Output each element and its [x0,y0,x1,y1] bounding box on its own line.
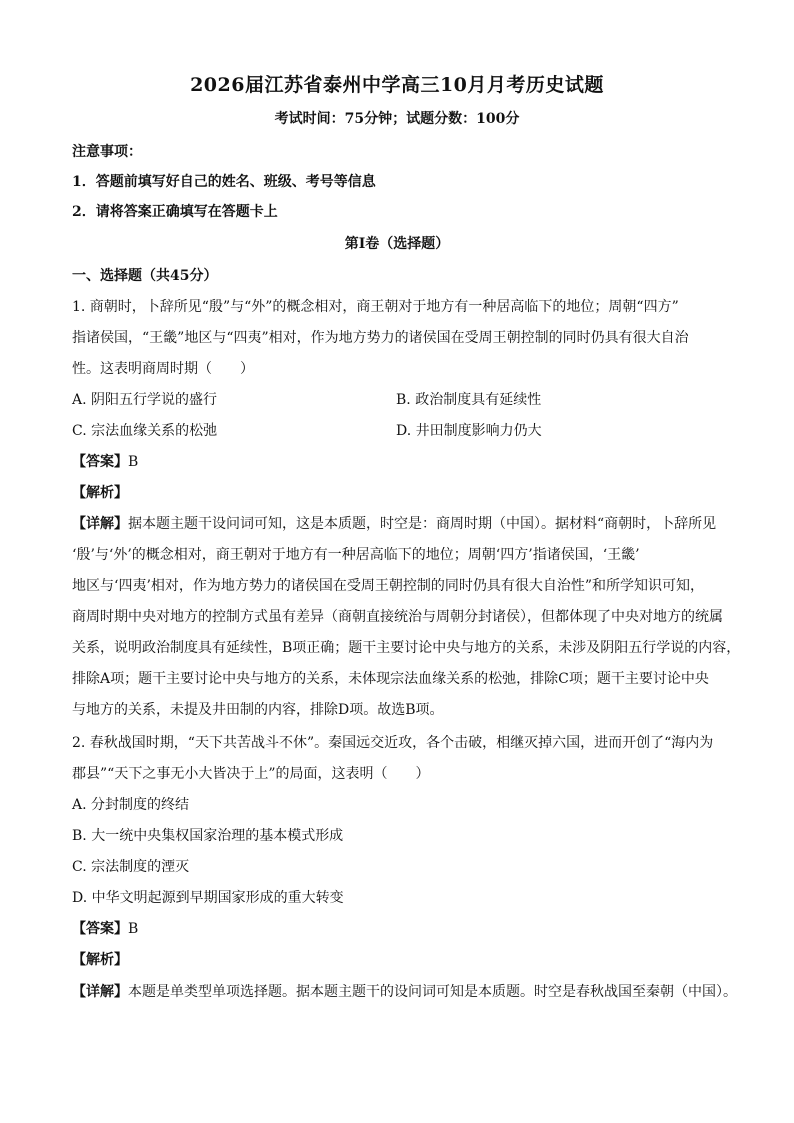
q1-option-a: A. 阴阳五行学说的盛行 [72,392,218,408]
q1-stem-line-3: 性。这表明商周时期（ ） [72,361,254,377]
exam-title: 2026届江苏省泰州中学高三10月月考历史试题 [190,74,604,96]
q2-option-a: A. 分封制度的终结 [72,797,190,813]
q2-answer-tag: 【答案】 [72,921,128,937]
exam-subtitle: 考试时间：75分钟；试题分数：100分 [274,111,520,127]
q1-option-c: C. 宗法血缘关系的松弛 [72,423,218,439]
q2-stem-line-2: 郡县”“天下之事无小大皆决于上”的局面，这表明（ ） [72,766,430,782]
q1-detail-line-7: 与地方的关系，未提及井田制的内容，排除D项。故选B项。 [72,702,444,718]
q1-answer [72,452,138,472]
q2-option-d: D. 中华文明起源到早期国家形成的重大转变 [72,890,344,906]
q2-analysis-label: 【解析】 [72,952,128,968]
q1-answer-value: B [128,454,139,470]
q1-detail-line-3: 地区与‘四夷’相对，作为地方势力的诸侯国在受周王朝控制的同时仍具有很大自治性”和所学知识可知， [72,578,705,594]
q1-option-b: B. 政治制度具有延续性 [396,392,542,408]
q1-stem-line-2: 指诸侯国，“王畿”地区与“四夷”相对，作为地方势力的诸侯国在受周王朝控制的同时仍具有很大自治 [72,330,689,346]
q2-detail-tag: 【详解】 [72,984,128,1000]
q2-stem-line-1: 2. 春秋战国时期，“天下共苦战斗不休”。秦国远交近攻，各个击破，相继灭掉六国，进而开创了“海内为 [72,735,714,751]
q1-detail-tag: 【详解】 [72,516,128,532]
notice-heading: 注意事项： [72,144,142,160]
notice-item-2: 2．请将答案正确填写在答题卡上 [72,204,278,220]
q2-option-c: C. 宗法制度的湮灭 [72,859,190,875]
q1-detail-text-1: 据本题主题干设问词可知，这是本质题，时空是：商周时期（中国）。据材料“商朝时，卜辞所见 [128,516,717,532]
q2-detail-text-1: 本题是单类型单项选择题。据本题主题干的设问词可知是本质题。时空是春秋战国至秦朝（中国）。 [128,984,737,1000]
q1-analysis-label: 【解析】 [72,485,128,501]
q1-detail-line-5: 关系，说明政治制度具有延续性，B项正确；题干主要讨论中央与地方的关系，未涉及阴阳五行学说的内容， [72,640,741,656]
q1-detail-line-6: 排除A项；题干主要讨论中央与地方的关系，未体现宗法血缘关系的松弛，排除C项；题干主要讨论中央 [72,671,709,687]
q1-stem-line-1: 1. 商朝时，卜辞所见“殷”与“外”的概念相对，商王朝对于地方有一种居高临下的地位；周朝“四方” [72,299,679,315]
q1-detail-line-2: ‘殷’与‘外’的概念相对，商王朝对于地方有一种居高临下的地位；周朝‘四方’指诸侯国，‘王畿’ [72,547,640,563]
q2-detail-line-1 [72,982,737,1002]
notice-item-1: 1．答题前填写好自己的姓名、班级、考号等信息 [72,174,376,190]
q1-detail-line-1 [72,514,716,534]
q1-option-d: D. 井田制度影响力仍大 [396,423,542,439]
volume-title: 第I卷（选择题） [344,236,450,252]
q1-answer-tag: 【答案】 [72,454,128,470]
q2-option-b: B. 大一统中央集权国家治理的基本模式形成 [72,828,344,844]
q2-answer [72,919,138,939]
q1-detail-line-4: 商周时期中央对地方的控制方式虽有差异（商朝直接统治与周朝分封诸侯），但都体现了中央对地方的统属 [72,609,723,625]
q2-answer-value: B [128,921,139,937]
section-title: 一、选择题（共45分） [72,268,218,284]
